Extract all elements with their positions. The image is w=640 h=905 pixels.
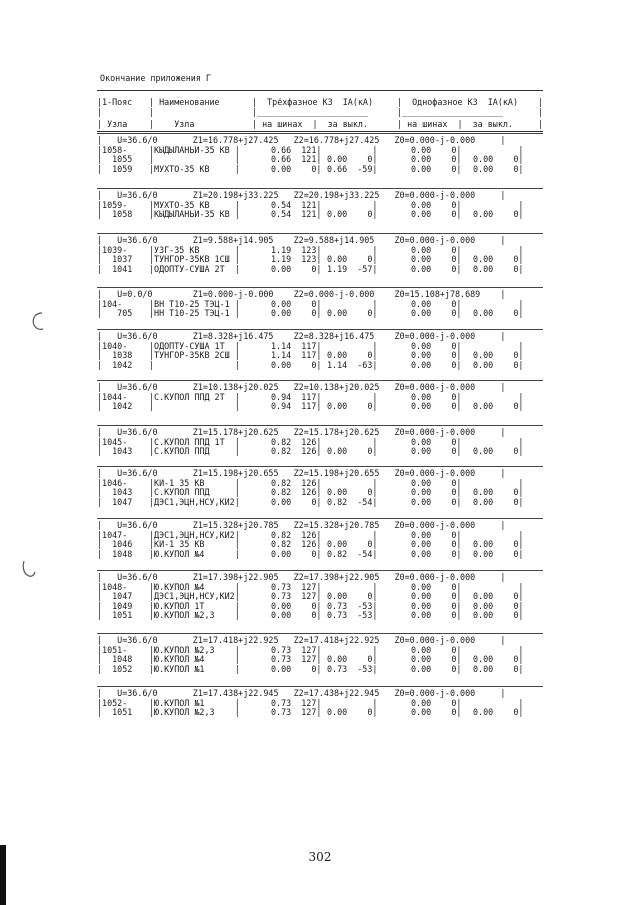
cell-f1b: |	[473, 391, 524, 402]
cell-f1a: 0.00 0|	[411, 163, 462, 174]
table-row	[97, 210, 547, 220]
cell-f3b: 1.19 -57|	[327, 263, 378, 274]
result-block	[97, 380, 547, 412]
cell-f3b: 0.00 0|	[327, 591, 378, 602]
block-summary-line: | U=36.6/0 Z1=17.398+j22.905 Z2=17.398+j22.905 Z0=0.000-j-0.000 |	[97, 572, 506, 582]
cell-node: | 1051	[97, 610, 133, 621]
cell-f1a: 0.00 0|	[411, 154, 462, 165]
block-separator	[97, 518, 543, 519]
cell-node: |1058-	[97, 144, 128, 155]
cell-f1a: 0.00 0|	[411, 350, 462, 361]
cell-f1a: 0.00 0|	[411, 600, 462, 611]
header-name-col: | Наименование	[149, 97, 220, 107]
result-block	[97, 686, 547, 718]
cell-f3b: 0.00 0|	[327, 707, 378, 718]
result-block	[97, 518, 547, 559]
cell-node: | 1052	[97, 663, 133, 674]
cell-f3a: 0.73 127|	[271, 697, 322, 708]
header-row2-name: |	[149, 107, 155, 117]
cell-f1b: |	[473, 529, 524, 540]
punch-hole-mark	[20, 558, 36, 580]
cell-name: | |	[149, 401, 240, 412]
header-end-bar: |	[538, 97, 544, 107]
cell-name: |С.КУПОЛ ППД 1Т |	[149, 436, 240, 447]
cell-f3b: |	[327, 340, 378, 351]
cell-name: | |	[149, 359, 240, 370]
table-row	[97, 309, 547, 319]
cell-node: | 705	[97, 308, 133, 319]
header-row3-end: |	[538, 119, 544, 129]
cell-node: |1039-	[97, 244, 128, 255]
cell-f1a: 0.00 0|	[411, 263, 462, 274]
cell-f1a: 0.00 0|	[411, 644, 462, 655]
cell-node: | 1047	[97, 591, 133, 602]
cell-f3b: |	[327, 244, 378, 255]
table-row	[97, 165, 547, 175]
cell-f1b: |	[473, 244, 524, 255]
cell-f3b: 0.00 0|	[327, 308, 378, 319]
cell-f1b: |	[473, 144, 524, 155]
cell-f1b: 0.00 0|	[473, 707, 524, 718]
cell-f3b: 0.73 -53|	[327, 663, 378, 674]
cell-f3a: 0.54 121|	[271, 209, 322, 220]
cell-f1b: 0.00 0|	[473, 350, 524, 361]
cell-f3b: |	[327, 697, 378, 708]
cell-f3b: 0.73 -53|	[327, 610, 378, 621]
cell-f1b: 0.00 0|	[473, 487, 524, 498]
cell-f3b: |	[327, 581, 378, 592]
result-block	[97, 133, 547, 174]
cell-f1a: 0.00 0|	[411, 298, 462, 309]
cell-node: | 1042	[97, 401, 133, 412]
block-separator	[97, 329, 543, 330]
block-separator	[97, 287, 543, 288]
cell-f3a: 0.82 126|	[271, 436, 322, 447]
cell-f3b: |	[327, 436, 378, 447]
cell-f3a: 0.73 127|	[271, 654, 322, 665]
cell-name: |НН Т10-25 ТЭЦ-1 |	[149, 308, 240, 319]
cell-f3b: |	[327, 391, 378, 402]
cell-f3a: 0.00 0|	[271, 359, 322, 370]
cell-f3a: 0.00 0|	[271, 263, 322, 274]
cell-f1b: 0.00 0|	[473, 654, 524, 665]
cell-f1a: 0.00 0|	[411, 529, 462, 540]
cell-f3b: |	[327, 298, 378, 309]
cell-f3b: |	[327, 644, 378, 655]
cell-f3a: 1.19 123|	[271, 254, 322, 265]
result-block	[97, 633, 547, 674]
cell-f1b: |	[473, 697, 524, 708]
cell-f3b: 0.00 0|	[327, 254, 378, 265]
cell-f1b: 0.00 0|	[473, 496, 524, 507]
cell-node: |1052-	[97, 697, 128, 708]
cell-name: |Ю.КУПОЛ №4 |	[149, 654, 240, 665]
cell-name: |ДЭС1,ЭЦН,НСУ,КИ2|	[149, 496, 240, 507]
cell-name: | |	[149, 154, 240, 165]
cell-name: |ДЭС1,ЭЦН,НСУ,КИ2|	[149, 591, 240, 602]
cell-f3a: 0.94 117|	[271, 391, 322, 402]
cell-f1b: 0.00 0|	[473, 154, 524, 165]
cell-f1a: 0.00 0|	[411, 548, 462, 559]
cell-node: | 1047	[97, 496, 133, 507]
cell-node: | 1058	[97, 209, 133, 220]
header-name-sub: | Узла	[149, 119, 195, 129]
cell-f3a: 0.00 0|	[271, 298, 322, 309]
cell-f3a: 0.00 0|	[271, 163, 322, 174]
cell-f1a: 0.00 0|	[411, 591, 462, 602]
cell-name: |КЫДЫЛАНЬИ-35 КВ |	[149, 144, 240, 155]
cell-f1b: 0.00 0|	[473, 548, 524, 559]
cell-name: |ОДОПТУ-СУША 1Т |	[149, 340, 240, 351]
cell-f1a: 0.00 0|	[411, 697, 462, 708]
cell-f3a: 0.66 121|	[271, 144, 322, 155]
cell-f1b: 0.00 0|	[473, 591, 524, 602]
cell-f1b: 0.00 0|	[473, 254, 524, 265]
cell-f3b: 0.00 0|	[327, 539, 378, 550]
cell-f3b: |	[327, 529, 378, 540]
scan-edge-shadow	[0, 845, 6, 905]
result-block	[97, 425, 547, 457]
block-summary-line: | U=36.6/0 Z1=9.588+j14.905 Z2=9.588+j14.905 Z0=0.000-j-0.000 |	[97, 235, 506, 245]
cell-f1a: 0.00 0|	[411, 487, 462, 498]
cell-f1a: 0.00 0|	[411, 654, 462, 665]
cell-f3a: 0.82 126|	[271, 539, 322, 550]
cell-node: |1051-	[97, 644, 128, 655]
cell-f1a: 0.00 0|	[411, 496, 462, 507]
cell-name: |Ю.КУПОЛ 1Т |	[149, 600, 240, 611]
cell-f3a: 0.00 0|	[271, 548, 322, 559]
result-block	[97, 233, 547, 274]
cell-f3a: 0.66 121|	[271, 154, 322, 165]
cell-node: |1045-	[97, 436, 128, 447]
cell-f3b: 0.00 0|	[327, 654, 378, 665]
block-separator	[97, 233, 543, 234]
cell-name: |Ю.КУПОЛ №2,3 |	[149, 707, 240, 718]
block-summary-line: | U=36.6/0 Z1=17.418+j22.925 Z2=17.418+j22.925 Z0=0.000-j-0.000 |	[97, 635, 506, 645]
cell-f3a: 0.00 0|	[271, 308, 322, 319]
page-number: 302	[308, 850, 332, 864]
result-block	[97, 188, 547, 220]
cell-name: |КИ-1 35 КВ |	[149, 539, 240, 550]
cell-f1a: 0.00 0|	[411, 581, 462, 592]
cell-name: |С.КУПОЛ ППД 2Т |	[149, 391, 240, 402]
cell-f3b: 0.66 -59|	[327, 163, 378, 174]
cell-f3a: 0.00 0|	[271, 663, 322, 674]
cell-f1a: 0.00 0|	[411, 477, 462, 488]
cell-f1b: 0.00 0|	[473, 401, 524, 412]
header-single-phase: | Однофазное КЗ IA(кА)	[397, 97, 519, 107]
cell-f1a: 0.00 0|	[411, 254, 462, 265]
cell-f1b: |	[473, 477, 524, 488]
cell-f1b: 0.00 0|	[473, 446, 524, 457]
cell-f3a: 1.14 117|	[271, 340, 322, 351]
result-block	[97, 466, 547, 507]
cell-name: |Ю.КУПОЛ №2,3 |	[149, 644, 240, 655]
cell-name: |КЫДЫЛАНЬИ-35 КВ |	[149, 209, 240, 220]
cell-f1a: 0.00 0|	[411, 391, 462, 402]
cell-name: |Ю.КУПОЛ №4 |	[149, 548, 240, 559]
table-row	[97, 498, 547, 508]
cell-f3a: 0.73 127|	[271, 644, 322, 655]
cell-f1b: |	[473, 436, 524, 447]
table-row	[97, 402, 547, 412]
header-three-phase: | Трёхфазное КЗ IA(кА)	[252, 97, 374, 107]
cell-node: |104-	[97, 298, 123, 309]
block-summary-line: | U=36.6/0 Z1=8.328+j16.475 Z2=8.328+j16.475 Z0=0.000-j-0.000 |	[97, 331, 506, 341]
cell-name: |УЗГ-35 КВ |	[149, 244, 240, 255]
cell-f1b: 0.00 0|	[473, 600, 524, 611]
cell-f1b: 0.00 0|	[473, 209, 524, 220]
cell-name: |ТУНГОР-35КВ 2СШ |	[149, 350, 240, 361]
block-summary-line: | U=0.0/0 Z1=0.000-j-0.000 Z2=0.000-j-0.000 Z0=15.108+j78.689 |	[97, 289, 506, 299]
cell-f3b: 0.00 0|	[327, 350, 378, 361]
cell-f1a: 0.00 0|	[411, 707, 462, 718]
cell-f1a: 0.00 0|	[411, 340, 462, 351]
cell-f3a: 0.82 126|	[271, 477, 322, 488]
cell-node: |1047-	[97, 529, 128, 540]
cell-f3a: 0.82 126|	[271, 446, 322, 457]
cell-f1b: |	[473, 581, 524, 592]
cell-f3a: 1.19 123|	[271, 244, 322, 255]
block-summary-line: | U=36.6/0 Z1=10.138+j20.025 Z2=10.138+j20.025 Z0=0.000-j-0.000 |	[97, 382, 506, 392]
table-row	[97, 708, 547, 718]
cell-f1a: 0.00 0|	[411, 244, 462, 255]
cell-f1b: 0.00 0|	[473, 663, 524, 674]
cell-f1a: 0.00 0|	[411, 610, 462, 621]
block-summary-line: | U=36.6/0 Z1=17.438+j22.945 Z2=17.438+j22.945 Z0=0.000-j-0.000 |	[97, 688, 506, 698]
cell-f1b: 0.00 0|	[473, 610, 524, 621]
cell-f3a: 0.82 126|	[271, 487, 322, 498]
cell-name: |Ю.КУПОЛ №4 |	[149, 581, 240, 592]
cell-f3a: 0.94 117|	[271, 401, 322, 412]
cell-f1a: 0.00 0|	[411, 199, 462, 210]
cell-f3a: 0.82 126|	[271, 529, 322, 540]
cell-name: |С.КУПОЛ ППД |	[149, 487, 240, 498]
cell-f1b: |	[473, 199, 524, 210]
cell-f3b: 0.00 0|	[327, 209, 378, 220]
cell-node: | 1055	[97, 154, 133, 165]
block-summary-line: | U=36.6/0 Z1=16.778+j27.425 Z2=16.778+j27.425 Z0=0.000-j-0.000 |	[97, 135, 506, 145]
cell-f1a: 0.00 0|	[411, 144, 462, 155]
block-separator	[97, 466, 543, 467]
cell-f3b: 0.82 -54|	[327, 548, 378, 559]
block-separator	[97, 686, 543, 687]
table-row	[97, 265, 547, 275]
cell-name: |С.КУПОЛ ППД |	[149, 446, 240, 457]
cell-f1b: |	[473, 340, 524, 351]
cell-f3b: 0.00 0|	[327, 446, 378, 457]
cell-node: | 1043	[97, 446, 133, 457]
cell-f1b: 0.00 0|	[473, 539, 524, 550]
cell-f1b: |	[473, 298, 524, 309]
cell-name: |КИ-1 35 КВ |	[149, 477, 240, 488]
cell-f3a: 1.14 117|	[271, 350, 322, 361]
cell-node: | 1048	[97, 548, 133, 559]
cell-node: | 1037	[97, 254, 133, 265]
cell-node: | 1038	[97, 350, 133, 361]
result-block	[97, 329, 547, 370]
cell-f1b: |	[473, 644, 524, 655]
cell-f1a: 0.00 0|	[411, 436, 462, 447]
header-row2-three: |______________________	[252, 107, 368, 117]
cell-name: |Ю.КУПОЛ №2,3 |	[149, 610, 240, 621]
block-summary-line: | U=36.6/0 Z1=15.328+j20.785 Z2=15.328+j20.785 Z0=0.000-j-0.000 |	[97, 520, 506, 530]
cell-f3b: 0.00 0|	[327, 401, 378, 412]
result-block	[97, 570, 547, 621]
cell-node: |1046-	[97, 477, 128, 488]
block-separator	[97, 570, 543, 571]
table-top-rule	[97, 90, 543, 91]
cell-f3a: 0.00 0|	[271, 610, 322, 621]
cell-node: |1059-	[97, 199, 128, 210]
header-single-sub: | на шинах | за выкл.	[397, 119, 513, 129]
cell-node: | 1042	[97, 359, 133, 370]
cell-f1a: 0.00 0|	[411, 209, 462, 220]
cell-f1a: 0.00 0|	[411, 401, 462, 412]
cell-f3a: 0.00 0|	[271, 600, 322, 611]
cell-name: |Ю.КУПОЛ №1 |	[149, 663, 240, 674]
header-node-sub: | Узла	[97, 119, 128, 129]
cell-f1a: 0.00 0|	[411, 359, 462, 370]
cell-f1a: 0.00 0|	[411, 446, 462, 457]
cell-f1b: 0.00 0|	[473, 263, 524, 274]
cell-f3b: 0.73 -53|	[327, 600, 378, 611]
cell-f3a: 0.73 127|	[271, 581, 322, 592]
cell-node: |1040-	[97, 340, 128, 351]
header-three-sub: | на шинах | за выкл.	[252, 119, 368, 129]
cell-node: | 1051	[97, 707, 133, 718]
table-row	[97, 665, 547, 675]
cell-name: |МУХТО-35 КВ |	[149, 163, 240, 174]
cell-f3a: 0.54 121|	[271, 199, 322, 210]
cell-node: | 1041	[97, 263, 133, 274]
cell-f3b: |	[327, 477, 378, 488]
cell-name: |Ю.КУПОЛ №1 |	[149, 697, 240, 708]
cell-f3b: |	[327, 144, 378, 155]
cell-f1b: 0.00 0|	[473, 163, 524, 174]
header-row2-single: |____________________	[397, 107, 503, 117]
cell-f3a: 0.00 0|	[271, 496, 322, 507]
cell-node: | 1059	[97, 163, 133, 174]
cell-f3b: 1.14 -63|	[327, 359, 378, 370]
header-node-col: |1-Пояс	[97, 97, 133, 107]
result-block	[97, 287, 547, 319]
cell-name: |ОДОПТУ-СУША 2Т |	[149, 263, 240, 274]
cell-f1a: 0.00 0|	[411, 308, 462, 319]
cell-f1b: 0.00 0|	[473, 308, 524, 319]
cell-f3a: 0.73 127|	[271, 707, 322, 718]
header-bottom-rule	[97, 131, 543, 132]
cell-f3b: |	[327, 199, 378, 210]
cell-node: | 1048	[97, 654, 133, 665]
block-summary-line: | U=36.6/0 Z1=15.178+j20.625 Z2=15.178+j20.625 Z0=0.000-j-0.000 |	[97, 427, 506, 437]
block-separator	[97, 633, 543, 634]
block-separator	[97, 425, 543, 426]
table-row	[97, 447, 547, 457]
cell-name: |ТУНГОР-35КВ 1СШ |	[149, 254, 240, 265]
cell-f1b: 0.00 0|	[473, 359, 524, 370]
cell-node: |1044-	[97, 391, 128, 402]
cell-node: | 1043	[97, 487, 133, 498]
cell-node: | 1049	[97, 600, 133, 611]
header-row2-node: |	[97, 107, 103, 117]
cell-f1a: 0.00 0|	[411, 539, 462, 550]
cell-f3b: 0.00 0|	[327, 154, 378, 165]
table-row	[97, 361, 547, 371]
block-separator	[97, 188, 543, 189]
block-separator	[97, 380, 543, 381]
punch-hole-mark	[30, 310, 46, 332]
page-title: Окончание приложения Г	[100, 73, 211, 83]
cell-node: | 1046	[97, 539, 133, 550]
table-row	[97, 550, 547, 560]
block-separator	[97, 133, 543, 134]
cell-f1a: 0.00 0|	[411, 663, 462, 674]
cell-f3a: 0.73 127|	[271, 591, 322, 602]
table-row	[97, 611, 547, 621]
header-row2-end: |	[538, 107, 544, 117]
block-summary-line: | U=36.6/0 Z1=20.198+j33.225 Z2=20.198+j33.225 Z0=0.000-j-0.000 |	[97, 190, 506, 200]
cell-f3b: 0.82 -54|	[327, 496, 378, 507]
cell-name: |ВН Т10-25 ТЭЦ-1 |	[149, 298, 240, 309]
cell-name: |ДЭС1,ЭЦН,НСУ,КИ2|	[149, 529, 240, 540]
cell-node: |1048-	[97, 581, 128, 592]
cell-name: |МУХТО-35 КВ |	[149, 199, 240, 210]
block-summary-line: | U=36.6/0 Z1=15.198+j20.655 Z2=15.198+j20.655 Z0=0.000-j-0.000 |	[97, 468, 506, 478]
cell-f3b: 0.00 0|	[327, 487, 378, 498]
